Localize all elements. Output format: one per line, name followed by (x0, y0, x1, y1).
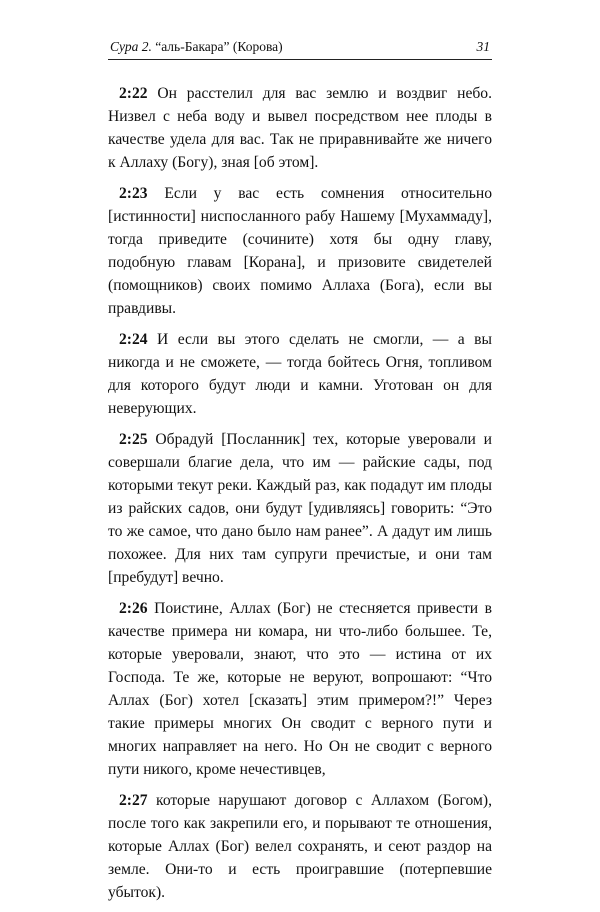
verse-text: которые нарушают договор с Аллахом (Богом), после того как закрепили его, и порывают те отношения, которые Аллах (Бог) велел сохранять, и сеют раздор на земле. Они-то и есть проигравшие (потерпевшие убыток). (108, 792, 493, 901)
chapter-title-name: “аль-Бакара” (Корова) (155, 39, 283, 54)
verse-number: 2:22 (119, 85, 148, 102)
running-head (108, 38, 492, 60)
verse-number: 2:26 (119, 600, 148, 617)
chapter-title (110, 38, 283, 56)
verse-number: 2:27 (119, 792, 148, 809)
chapter-title-prefix: Сура 2. (110, 39, 156, 54)
verse-text: Поистине, Аллах (Бог) не стесняется привести в качестве примера ни комара, ни что-либо большее. Те, которые уверовали, знают, что это — истина от их Господа. Те же, которые не веруют, вопрошают: “Что Аллах (Бог) хотел [сказать] этим примером?!” Через такие примеры многих Он сводит с верного пути и многих направляет на него. Но Он не сводит с верного пути никого, кроме нечестивцев, (108, 600, 492, 778)
verse-2-22 (108, 82, 492, 174)
verse-text: Он расстелил для вас землю и воздвиг небо. Низвел с неба воду и вывел посредством нее плоды в качестве удела для вас. Так не приравнивайте же ничего к Аллаху (Богу), зная [об этом]. (108, 85, 492, 171)
verse-text: И если вы этого сделать не смогли, — а вы никогда и не сможете, — тогда бойтесь Огня, топливом для которого будут люди и камни. Уготован он для неверующих. (108, 331, 492, 417)
book-page (108, 38, 492, 912)
page-number: 31 (476, 39, 490, 54)
verse-number: 2:24 (119, 331, 148, 348)
verse-text: Если у вас есть сомнения относительно [истинности] ниспосланного рабу Нашему [Мухаммаду], тогда приведите (сочините) хотя бы одну главу, подобную главам [Корана], и призовите свидетелей (помощников) своих помимо Аллаха (Бога), если вы правдивы. (108, 185, 492, 317)
verse-text: Обрадуй [Посланник] тех, которые уверовали и совершали благие дела, что им — райские сады, под которыми текут реки. Каждый раз, как подадут им плоды из райских садов, они будут [удивляясь] говорить: “Это то же самое, что дано было нам ранее”. А дадут им лишь похожее. Для них там супруги пречистые, и они там [пребудут] вечно. (108, 431, 492, 586)
verse-2-27 (108, 789, 492, 904)
verse-number: 2:23 (119, 185, 148, 202)
verse-number: 2:25 (119, 431, 148, 448)
body-text (108, 82, 492, 904)
verse-2-25 (108, 428, 492, 589)
verse-2-23 (108, 182, 492, 320)
verse-2-24 (108, 328, 492, 420)
verse-2-26 (108, 597, 492, 781)
